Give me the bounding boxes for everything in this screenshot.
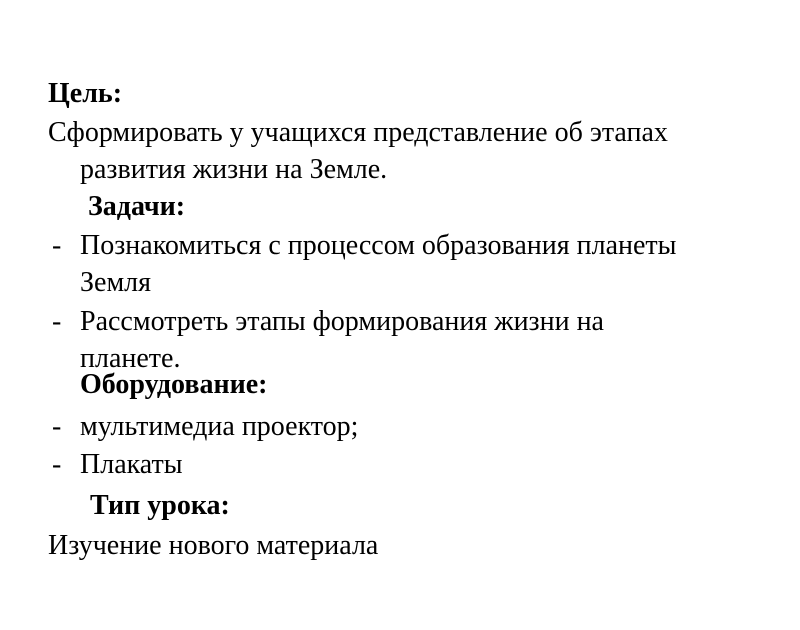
equipment-2-bullet: - [52, 449, 62, 480]
tasks-heading: Задачи: [88, 191, 186, 222]
equipment-1-text: мультимедиа проектор; [80, 411, 359, 442]
goal-text-line-2: развития жизни на Земле. [80, 154, 388, 185]
task-1-line-1: Познакомиться с процессом образования планеты [80, 230, 677, 261]
task-1-line-2: Земля [80, 267, 152, 298]
task-2-bullet: - [52, 306, 62, 337]
goal-text-line-1: Сформировать у учащихся представление об этапах [48, 117, 668, 148]
task-2-line-1: Рассмотреть этапы формирования жизни на [80, 306, 604, 337]
task-2-line-2: планете. [80, 343, 181, 374]
equipment-heading: Оборудование: [80, 369, 268, 400]
lesson-type-text: Изучение нового материала [48, 530, 379, 561]
equipment-1-bullet: - [52, 411, 62, 442]
equipment-2-text: Плакаты [80, 449, 183, 480]
task-1-bullet: - [52, 230, 62, 261]
lesson-type-heading: Тип урока: [90, 490, 230, 521]
goal-heading: Цель: [48, 78, 123, 109]
